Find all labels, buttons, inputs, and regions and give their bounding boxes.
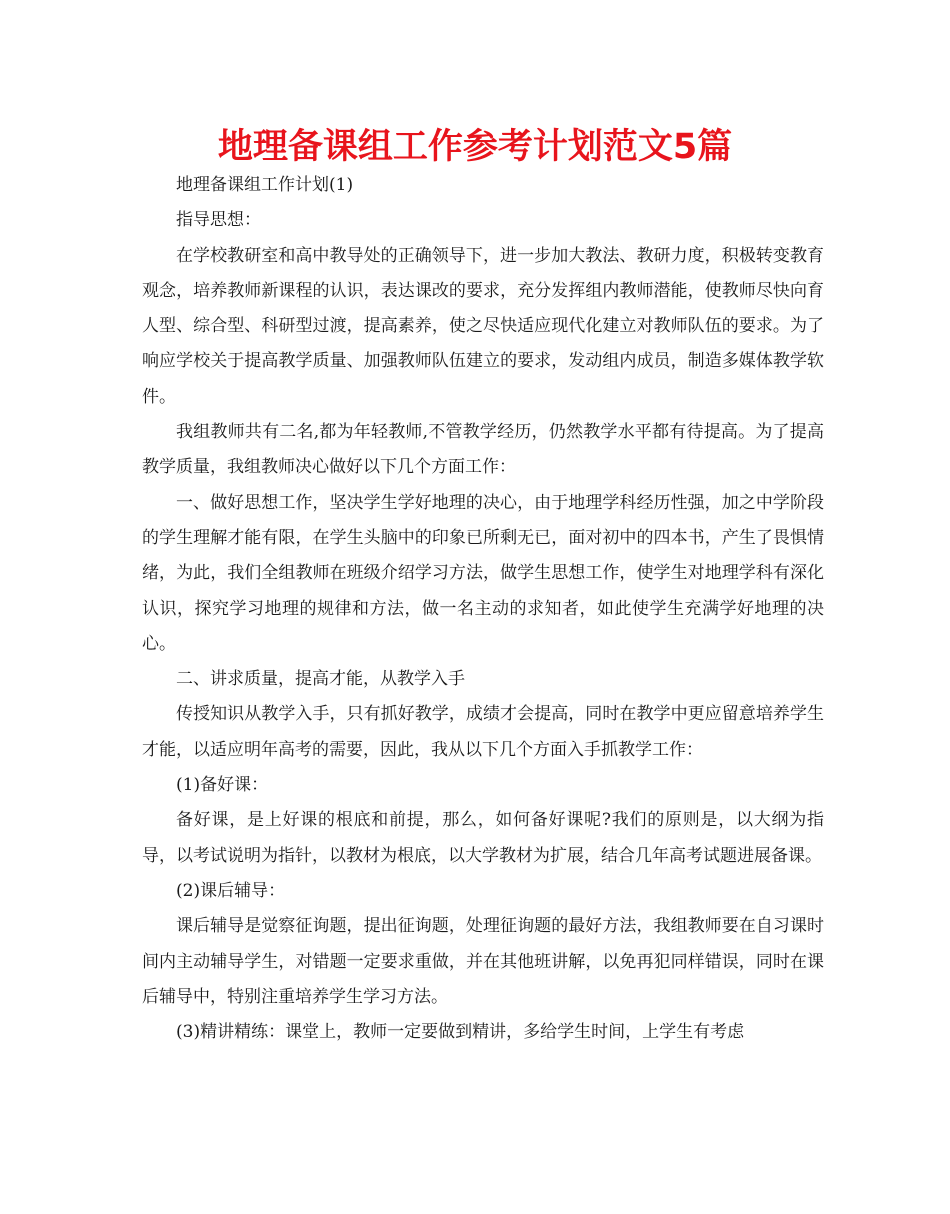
paragraph-guiding-ideology-heading: 指导思想： (176, 210, 261, 231)
paragraph-item-1: 备好课，是上好课的根底和前提，那么，如何备好课呢?我们的原则是，以大纲为指导，以考试说明为指针，以教材为根底，以大学教材为扩展，结合几年高考试题进展备课。 (142, 810, 824, 866)
paragraph-item-3: (3)精讲精练：课堂上，教师一定要做到精讲，多给学生时间，上学生有考虑 (176, 1022, 745, 1043)
paragraph-plan-heading: 地理备课组工作计划(1) (176, 175, 354, 195)
paragraph-item-1-heading: (1)备好课： (176, 775, 269, 796)
paragraph-guiding-ideology: 在学校教研室和高中教导处的正确领导下，进一步加大教法、教研力度，积极转变教育观念，培养教师新课程的认识，表达课改的要求，充分发挥组内教师潜能，使教师尽快向育人型、综合型、科研型过渡，提高素养，使之尽快适应现代化建立对教师队伍的要求。为了响应学校关于提高教学质量、加强教师队伍建立的要求，发动组内成员，制造多媒体教学软件。 (142, 245, 824, 407)
document-title: 地理备课组工作参考计划范文5篇 (217, 127, 733, 167)
paragraph-team-overview: 我组教师共有二名,都为年轻教师,不管教学经历，仍然教学水平都有待提高。为了提高教学质量，我组教师决心做好以下几个方面工作： (142, 422, 824, 478)
paragraph-section-one: 一、做好思想工作，坚决学生学好地理的决心，由于地理学科经历性强，加之中学阶段的学生理解才能有限，在学生头脑中的印象已所剩无已，面对初中的四本书，产生了畏惧情绪，为此，我们全组教师在班级介绍学习方法，做学生思想工作，使学生对地理学科有深化认识，探究学习地理的规律和方法，做一名主动的求知者，如此使学生充满学好地理的决心。 (142, 492, 824, 654)
paragraph-section-two-heading: 二、讲求质量，提高才能，从教学入手 (176, 669, 465, 690)
paragraph-section-two: 传授知识从教学入手，只有抓好教学，成绩才会提高，同时在教学中更应留意培养学生才能，以适应明年高考的需要，因此，我从以下几个方面入手抓教学工作： (142, 704, 824, 760)
document-body (142, 168, 824, 1050)
paragraph-item-2-heading: (2)课后辅导： (176, 880, 286, 901)
paragraph-item-2: 课后辅导是觉察征询题，提出征询题，处理征询题的最好方法，我组教师要在自习课时间内主动辅导学生，对错题一定要求重做，并在其他班讲解，以免再犯同样错误，同时在课后辅导中，特别注重培养学生学习方法。 (142, 916, 824, 1007)
